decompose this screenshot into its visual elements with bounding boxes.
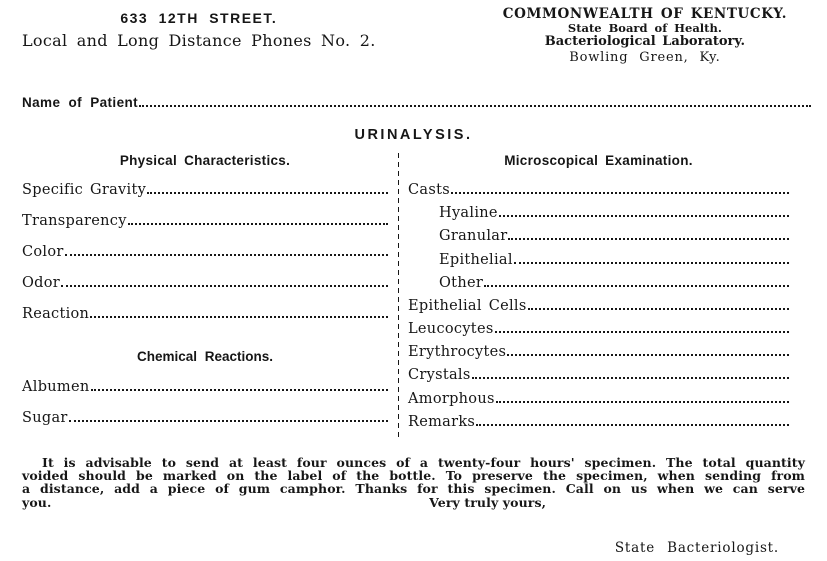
organization-block — [503, 8, 787, 64]
field-reaction — [22, 306, 388, 337]
field-blank[interactable] — [91, 389, 389, 391]
org-laboratory: Bacteriological Laboratory. — [544, 34, 745, 50]
field-blank[interactable] — [61, 285, 388, 287]
field-casts-epithelial — [408, 252, 789, 275]
note-line-2: voided should be marked on the label of the bottle. To preserve the specimen, when sending from — [22, 468, 805, 484]
note-line-1: It is advisable to send at least four ounces of a twenty-four hours' specimen. The total quantity — [42, 454, 805, 470]
field-blank[interactable] — [451, 192, 789, 194]
patient-name-row — [22, 95, 811, 110]
note-line-3: a distance, add a piece of gum camphor. Thanks for this specimen. Call on us when we can serve — [22, 481, 805, 497]
field-blank[interactable] — [128, 223, 388, 225]
field-label: Amorphous — [408, 390, 495, 407]
form-body — [22, 153, 789, 441]
patient-name-blank[interactable] — [139, 105, 811, 107]
phone-line: Local and Long Distance Phones No. 2. — [22, 31, 376, 50]
field-label: Remarks — [408, 413, 476, 430]
field-casts-granular — [408, 228, 789, 251]
field-crystals — [408, 367, 789, 390]
field-specific-gravity — [22, 182, 388, 213]
field-label: Hyaline — [439, 205, 498, 222]
street-address: 633 12TH STREET. — [120, 10, 278, 26]
address-block — [22, 8, 376, 64]
field-leucocytes — [408, 321, 789, 344]
field-label: Crystals — [408, 367, 471, 384]
physical-characteristics-header: Physical Characteristics. — [119, 152, 291, 168]
org-board: State Board of Health. — [567, 20, 722, 35]
field-albumen — [22, 379, 388, 410]
microscopical-examination-header: Microscopical Examination. — [504, 152, 693, 168]
field-blank[interactable] — [507, 354, 789, 356]
form-header — [0, 0, 827, 64]
field-transparency — [22, 213, 388, 244]
physical-characteristics-section — [22, 153, 398, 441]
form-title: URINALYSIS. — [354, 126, 473, 143]
field-epithelial-cells — [408, 298, 789, 321]
field-casts-hyaline — [408, 205, 789, 228]
field-label: Epithelial — [439, 251, 513, 268]
valediction: Very truly yours, — [429, 494, 547, 510]
chemical-reactions-header: Chemical Reactions. — [136, 348, 274, 364]
field-erythrocytes — [408, 344, 789, 367]
field-blank[interactable] — [90, 316, 388, 318]
field-blank[interactable] — [499, 215, 789, 217]
signature-line: State Bacteriologist. — [614, 539, 779, 556]
field-blank[interactable] — [69, 420, 388, 422]
field-label: Sugar — [22, 409, 68, 426]
note-line-4 — [22, 496, 805, 509]
field-blank[interactable] — [496, 401, 789, 403]
field-odor — [22, 275, 388, 306]
field-blank[interactable] — [472, 377, 789, 379]
field-casts — [408, 182, 789, 205]
field-blank[interactable] — [484, 285, 789, 287]
field-amorphous — [408, 391, 789, 414]
instructions-note — [22, 456, 805, 509]
field-label: Erythrocytes — [408, 344, 507, 361]
field-label: Odor — [22, 274, 61, 291]
field-label: Granular — [439, 228, 508, 245]
field-label: Other — [439, 274, 484, 291]
field-blank[interactable] — [495, 331, 789, 333]
note-line-4-text: you. — [22, 494, 52, 510]
field-blank[interactable] — [508, 238, 789, 240]
field-remarks — [408, 414, 789, 437]
field-label: Reaction — [22, 305, 90, 322]
org-city: Bowling Green, Ky. — [569, 49, 721, 65]
org-commonwealth: COMMONWEALTH OF KENTUCKY. — [502, 6, 787, 22]
field-label: Casts — [408, 181, 450, 198]
field-blank[interactable] — [528, 308, 789, 310]
field-label: Specific Gravity — [22, 181, 147, 198]
field-label: Color — [22, 243, 64, 260]
patient-name-label: Name of Patient — [22, 94, 139, 110]
field-blank[interactable] — [147, 192, 388, 194]
field-label: Epithelial Cells — [408, 297, 527, 314]
microscopical-examination-section — [399, 153, 789, 441]
field-blank[interactable] — [65, 254, 388, 256]
field-label: Albumen — [22, 378, 90, 395]
field-casts-other — [408, 275, 789, 298]
field-label: Leucocytes — [408, 321, 494, 338]
field-color — [22, 244, 388, 275]
field-blank[interactable] — [476, 424, 789, 426]
field-sugar — [22, 410, 388, 441]
field-label: Transparency — [22, 212, 127, 229]
field-blank[interactable] — [514, 262, 789, 264]
